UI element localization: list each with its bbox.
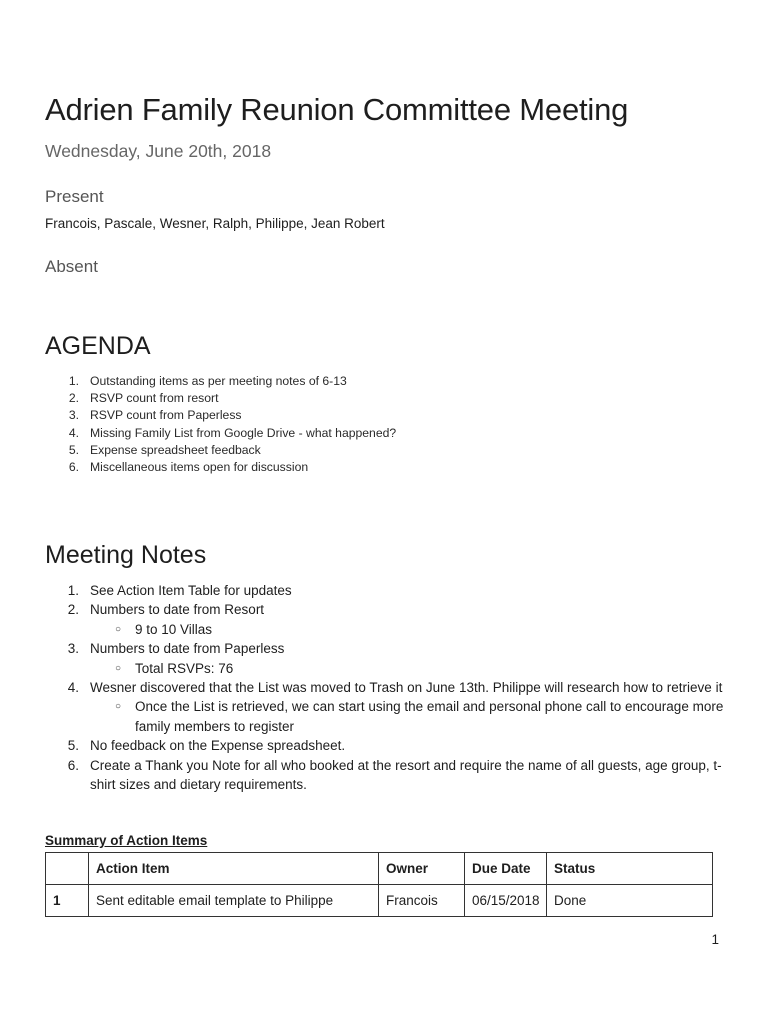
note-sub-item [90,659,725,678]
agenda-item-text: RSVP count from resort [90,391,219,406]
agenda-item-text: Miscellaneous items open for discussion [90,459,309,474]
note-sub-list [90,697,725,736]
note-text: No feedback on the Expense spreadsheet. [90,738,346,754]
agenda-item-text: RSVP count from Paperless [90,408,242,423]
present-heading: Present [45,187,104,206]
header-status: Status [547,853,713,885]
note-sub-text: Total RSVPs: 76 [135,660,234,676]
header-owner: Owner [379,853,465,885]
page-title: Adrien Family Reunion Committee Meeting [45,92,629,127]
circle-bullet-icon: ○ [115,701,122,713]
list-number: 6. [67,757,79,773]
note-text: Wesner discovered that the List was moved to Trash on June 13th. Philippe will research how to retrieve it [90,680,723,696]
agenda-item [45,373,725,390]
header-action-item: Action Item [89,853,379,885]
cell-index: 1 [46,885,89,917]
cell-action-item: Sent editable email template to Philippe [89,885,379,917]
list-number: 6. [68,459,79,474]
header-index [46,853,89,885]
note-item [45,581,725,600]
agenda-heading: AGENDA [45,332,151,360]
list-number: 3. [68,408,79,423]
agenda-item-text: Expense spreadsheet feedback [90,442,261,457]
note-item [45,639,725,678]
cell-owner: Francois [379,885,465,917]
note-text: Numbers to date from Paperless [90,641,285,657]
present-names: Francois, Pascale, Wesner, Ralph, Philippe, Jean Robert [45,216,385,231]
cell-status: Done [547,885,713,917]
note-sub-item [90,697,725,736]
note-text: Create a Thank you Note for all who booked at the resort and require the name of all guests, age group, t-shirt sizes and dietary requirements. [90,757,722,793]
absent-heading: Absent [45,257,98,276]
summary-heading: Summary of Action Items [45,833,208,848]
list-number: 4. [68,425,79,440]
note-sub-list [90,659,725,678]
table-row [46,885,713,917]
note-item [45,756,725,795]
list-number: 2. [68,391,79,406]
agenda-list [45,373,725,476]
list-number: 3. [67,641,79,657]
meeting-notes-list [45,581,725,794]
note-sub-text: 9 to 10 Villas [135,621,213,637]
note-sub-list [90,620,725,639]
note-item [45,600,725,639]
circle-bullet-icon: ○ [115,662,122,674]
list-number: 4. [67,680,79,696]
meeting-date: Wednesday, June 20th, 2018 [45,141,272,161]
header-due-date: Due Date [465,853,547,885]
action-items-table [45,852,713,917]
note-text: Numbers to date from Resort [90,602,265,618]
table-header-row [46,853,713,885]
note-item [45,736,725,755]
agenda-item-text: Outstanding items as per meeting notes of 6-13 [90,374,347,388]
page-number: 1 [711,932,719,947]
agenda-item-text: Missing Family List from Google Drive - what happened? [90,425,397,440]
list-number: 2. [67,602,79,618]
note-sub-item [90,620,725,639]
agenda-item [45,425,725,442]
agenda-item [45,407,725,424]
note-text: See Action Item Table for updates [90,583,292,598]
list-number: 1. [67,583,79,598]
agenda-item [45,442,725,459]
note-item [45,678,725,736]
agenda-item [45,390,725,407]
list-number: 1. [68,374,79,388]
meeting-notes-heading: Meeting Notes [45,541,207,569]
agenda-item [45,459,725,476]
cell-due-date: 06/15/2018 [465,885,547,917]
note-sub-text: Once the List is retrieved, we can start using the email and personal phone call to encourage more family members to register [135,699,724,734]
list-number: 5. [67,738,79,754]
circle-bullet-icon: ○ [115,623,122,635]
list-number: 5. [68,442,79,457]
